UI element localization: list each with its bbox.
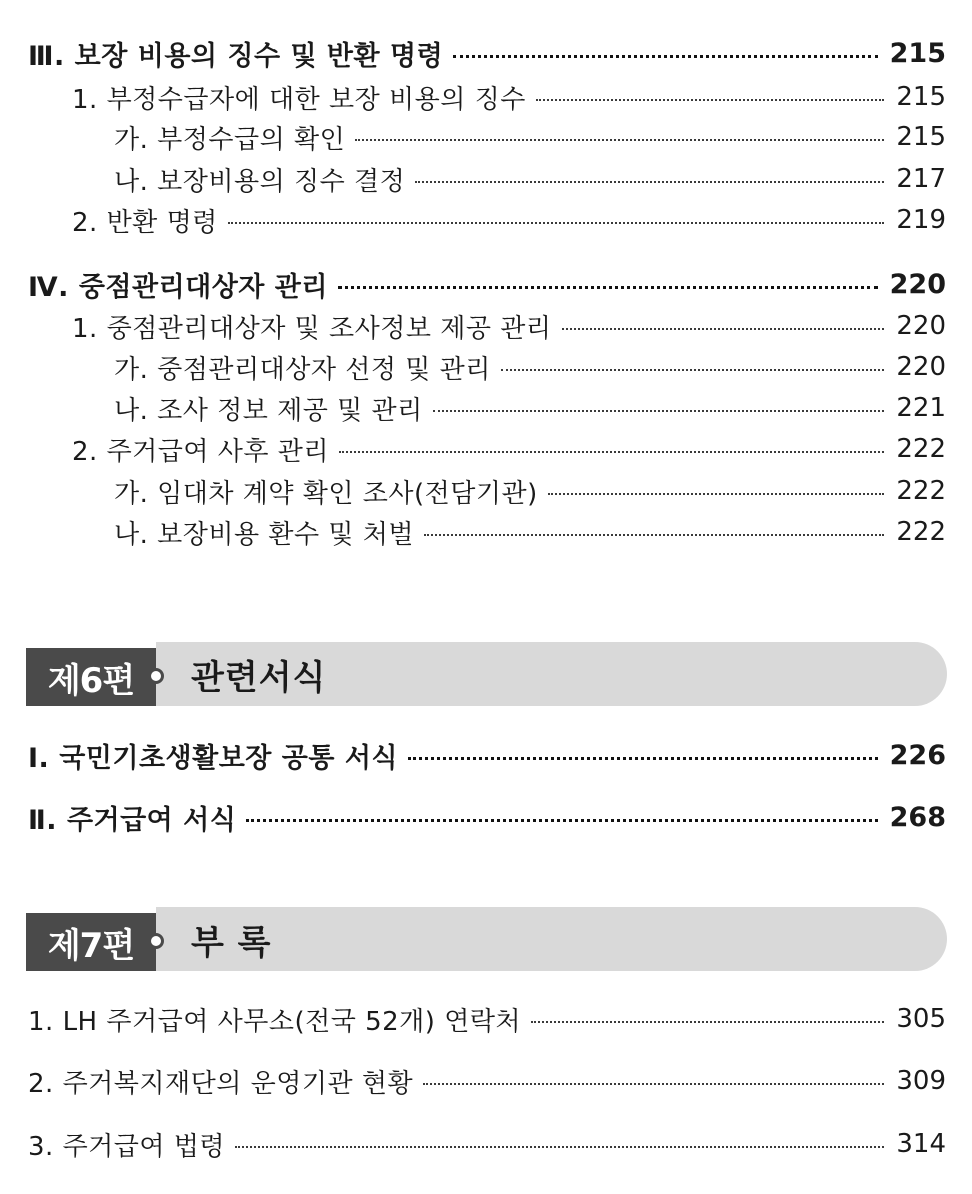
dot-leader xyxy=(339,451,884,453)
dot-leader xyxy=(228,222,885,224)
toc-entry-part-7-1[interactable] xyxy=(0,999,972,1039)
toc-entry-title: Ⅲ. 보장 비용의 징수 및 반환 명령 xyxy=(28,40,444,72)
toc-entry-page: 220 xyxy=(896,352,946,382)
part-title: 관련서식 xyxy=(191,657,327,698)
dot-leader xyxy=(433,410,885,412)
toc-entry-section-3-1-a[interactable] xyxy=(0,117,972,157)
dot-leader xyxy=(453,55,877,58)
part-tag: 제7편 xyxy=(26,913,156,971)
bullet-ring-icon xyxy=(148,933,164,949)
toc-entry-title: 나. 조사 정보 제공 및 관리 xyxy=(114,395,423,426)
toc-entry-section-4-1[interactable] xyxy=(0,306,972,346)
toc-entry-part-7-3[interactable] xyxy=(0,1124,972,1164)
toc-entry-title: Ⅰ. 국민기초생활보장 공통 서식 xyxy=(28,742,398,774)
part-7-header xyxy=(26,907,947,971)
dot-leader xyxy=(355,139,884,141)
dot-leader xyxy=(424,534,884,536)
toc-entry-page: 219 xyxy=(896,205,946,235)
dot-leader xyxy=(562,328,885,330)
part-header-band xyxy=(156,907,947,971)
dot-leader xyxy=(338,286,878,289)
dot-leader xyxy=(536,99,884,101)
toc-entry-title: 1. 중점관리대상자 및 조사정보 제공 관리 xyxy=(72,313,552,344)
bullet-ring-icon xyxy=(148,668,164,684)
toc-entry-title: 가. 임대차 계약 확인 조사(전담기관) xyxy=(114,478,538,509)
toc-entry-title: 가. 중점관리대상자 선정 및 관리 xyxy=(114,354,491,385)
toc-entry-part-7-2[interactable] xyxy=(0,1061,972,1101)
toc-entry-part-6-ii[interactable] xyxy=(0,797,972,837)
toc-entry-page: 309 xyxy=(896,1066,946,1096)
toc-entry-title: 나. 보장비용 환수 및 처벌 xyxy=(114,519,414,550)
toc-entry-page: 215 xyxy=(896,82,946,112)
toc-entry-title: Ⅳ. 중점관리대상자 관리 xyxy=(28,271,328,303)
toc-entry-page: 220 xyxy=(896,311,946,341)
toc-entry-title: 2. 반환 명령 xyxy=(72,207,218,238)
toc-entry-page: 221 xyxy=(896,393,946,423)
toc-entry-section-4-2[interactable] xyxy=(0,429,972,469)
toc-entry-page: 222 xyxy=(896,476,946,506)
dot-leader xyxy=(408,757,878,760)
toc-entry-page: 220 xyxy=(889,268,946,300)
toc-entry-page: 215 xyxy=(896,122,946,152)
part-6-header xyxy=(26,642,947,706)
toc-entry-section-4[interactable] xyxy=(0,264,972,304)
toc-entry-page: 305 xyxy=(896,1004,946,1034)
toc-entry-section-3-2[interactable] xyxy=(0,200,972,240)
toc-entry-page: 222 xyxy=(896,434,946,464)
toc-entry-section-3-1-b[interactable] xyxy=(0,159,972,199)
toc-entry-title: 1. LH 주거급여 사무소(전국 52개) 연락처 xyxy=(28,1006,522,1037)
toc-entry-section-4-2-a[interactable] xyxy=(0,471,972,511)
toc-entry-page: 215 xyxy=(889,37,946,69)
toc-entry-section-3-1[interactable] xyxy=(0,77,972,117)
toc-entry-page: 226 xyxy=(889,739,946,771)
toc-entry-title: 가. 부정수급의 확인 xyxy=(114,124,346,155)
toc-entry-title: Ⅱ. 주거급여 서식 xyxy=(28,804,237,836)
toc-entry-section-4-1-b[interactable] xyxy=(0,388,972,428)
part-title: 부 록 xyxy=(191,922,272,963)
part-tag: 제6편 xyxy=(26,648,156,706)
toc-entry-title: 1. 부정수급자에 대한 보장 비용의 징수 xyxy=(72,84,526,115)
dot-leader xyxy=(235,1146,884,1148)
toc-entry-part-6-i[interactable] xyxy=(0,735,972,775)
dot-leader xyxy=(415,181,884,183)
toc-entry-section-3[interactable] xyxy=(0,33,972,73)
dot-leader xyxy=(548,493,885,495)
toc-entry-page: 268 xyxy=(889,801,946,833)
toc-entry-section-4-1-a[interactable] xyxy=(0,347,972,387)
toc-entry-page: 217 xyxy=(896,164,946,194)
toc-entry-title: 2. 주거복지재단의 운영기관 현황 xyxy=(28,1068,414,1099)
toc-entry-title: 3. 주거급여 법령 xyxy=(28,1131,226,1162)
toc-entry-title: 나. 보장비용의 징수 결정 xyxy=(114,166,406,197)
toc-entry-page: 222 xyxy=(896,517,946,547)
dot-leader xyxy=(246,819,877,822)
dot-leader xyxy=(423,1083,884,1085)
toc-entry-page: 314 xyxy=(896,1129,946,1159)
toc-entry-section-4-2-b[interactable] xyxy=(0,512,972,552)
dot-leader xyxy=(531,1021,884,1023)
toc-entry-title: 2. 주거급여 사후 관리 xyxy=(72,436,330,467)
dot-leader xyxy=(501,369,885,371)
